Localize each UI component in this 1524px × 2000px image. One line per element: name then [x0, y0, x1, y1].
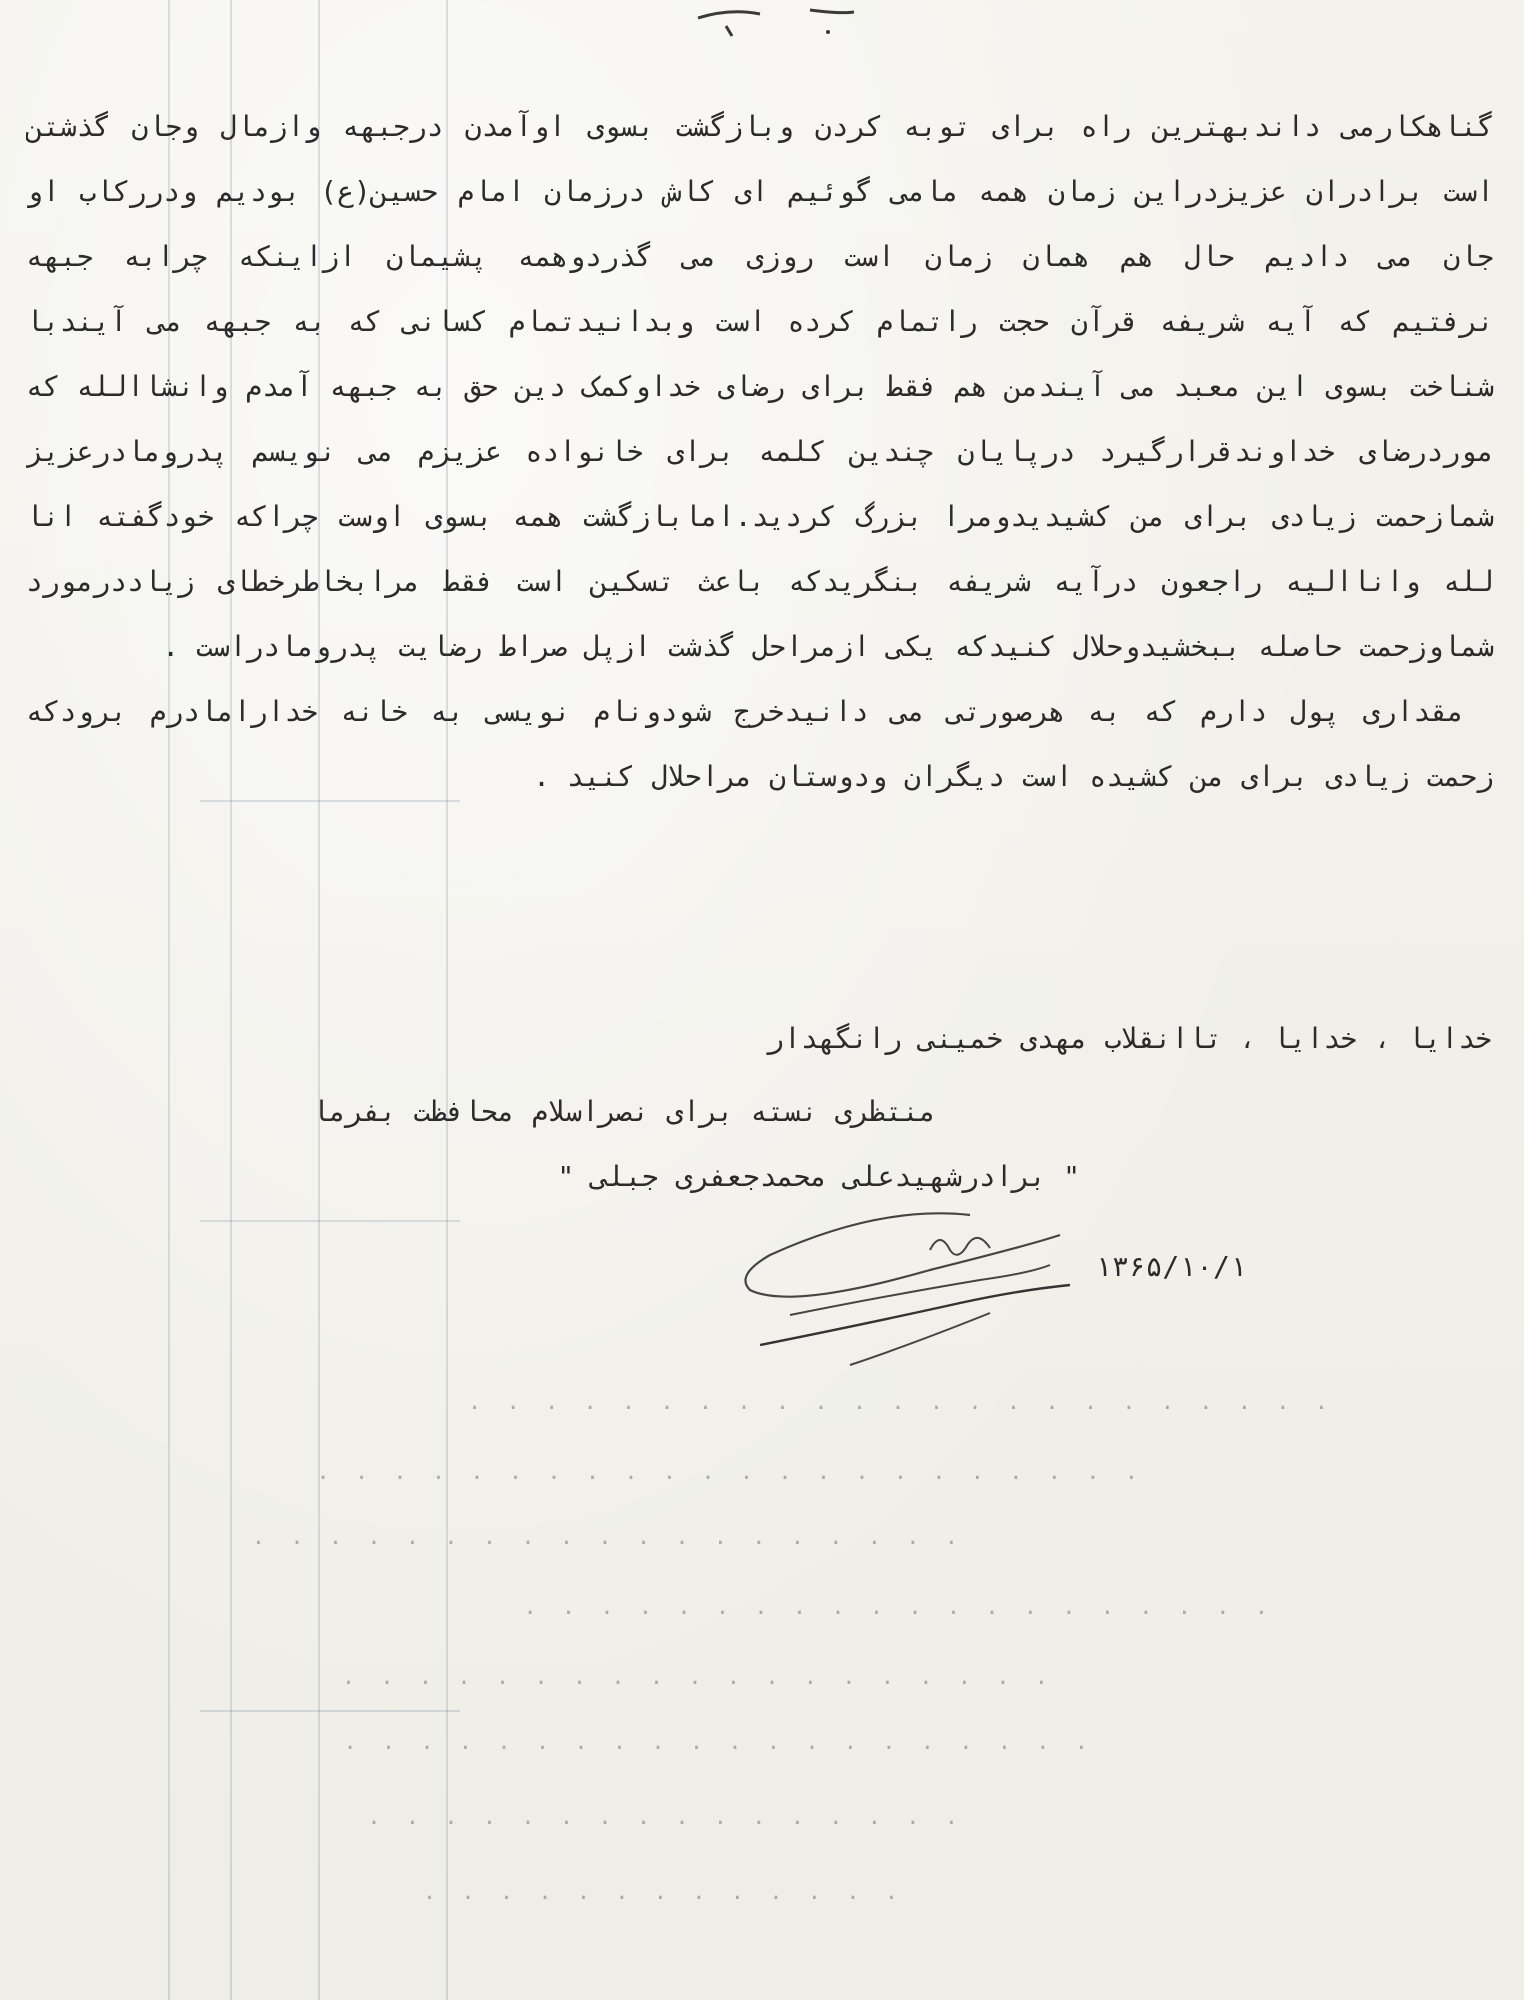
letter-line: نرفتیم که آیه شریفه قرآن حجت راتمام کرده است وبدانیدتمام کسانی که به جبهه می آیندبا: [26, 305, 1494, 338]
top-pen-mark: [690, 4, 860, 40]
faded-text: . . . . . . . . . . . . .: [422, 1880, 904, 1905]
signature: [730, 1195, 1120, 1395]
ghost-line: [200, 1220, 460, 1222]
letter-line: شماوزحمت حاصله ببخشیدوحلال کنیدکه یکی ازمراحل گذشت ازپل صراط رضایت پدرومادراست .: [162, 630, 1494, 663]
faded-text: . . . . . . . . . . . . . . . . . . .: [251, 1525, 964, 1550]
letter-line: لله واناالیه راجعون درآیه شریفه بنگریدکه باعث تسکین است فقط مرابخاطرخطای زیاددرمورد: [26, 565, 1494, 598]
faded-text: . . . . . . . . . . . . . . . .: [367, 1805, 964, 1830]
letter-line: شمازحمت زیادی برای من کشیدیدومرا بزرگ کردید.امابازگشت همه بسوی اوست چراکه خودگفته انا: [26, 500, 1494, 533]
faded-text: . . . . . . . . . . . . . . . . . . . .: [343, 1730, 1094, 1755]
letter-line: شناخت بسوی این معبد می آیندمن هم فقط برای رضای خداوکمک دین حق به جبهه آمدم وانشاالله که: [26, 370, 1494, 403]
letter-line: است برادران عزیزدراین زمان همه مامی گوئیم ای کاش درزمان امام حسین(ع) بودیم ودررکاب او: [26, 175, 1494, 208]
closing-line-3: " برادرشهیدعلی محمدجعفری جبلی ": [557, 1160, 1080, 1193]
letter-line: زحمت زیادی برای من کشیده است دیگران ودوستان مراحلال کنید .: [533, 760, 1494, 793]
letter-body: [26, 94, 1494, 809]
letter-line: موردرضای خداوندقرارگیرد درپایان چندین کلمه برای خانواده عزیزم می نویسم پدرومادرعزیز: [26, 435, 1494, 468]
faded-text: . . . . . . . . . . . . . . . . . . . .: [523, 1595, 1274, 1620]
closing-line-1: خدایا ، خدایا ، تاانقلاب مهدی خمینی رانگهدار: [767, 1022, 1492, 1055]
faded-text: . . . . . . . . . . . . . . . . . . . . . . .: [467, 1390, 1334, 1415]
letter-line: جان می دادیم حال هم همان زمان است روزی می گذردوهمه پشیمان ازاینکه چرابه جبهه: [26, 240, 1494, 273]
letter-date: ۱۳۶۵/۱۰/۱: [1095, 1250, 1247, 1283]
faded-text: . . . . . . . . . . . . . . . . . . . . . .: [316, 1460, 1144, 1485]
faded-text: . . . . . . . . . . . . . . . . . . .: [341, 1665, 1054, 1690]
letter-line: گناهکارمی داندبهترین راه برای توبه کردن وبازگشت بسوی اوآمدن درجبهه وازمال وجان گذشتن: [26, 110, 1494, 143]
ghost-line: [200, 1710, 460, 1712]
closing-line-2: منتظری نسته برای نصراسلام محافظت بفرما: [312, 1095, 936, 1128]
letter-line: مقداری پول دارم که به هرصورتی می دانیدخرج شودونام نویسی به خانه خدارامادرم برودکه: [26, 695, 1464, 728]
